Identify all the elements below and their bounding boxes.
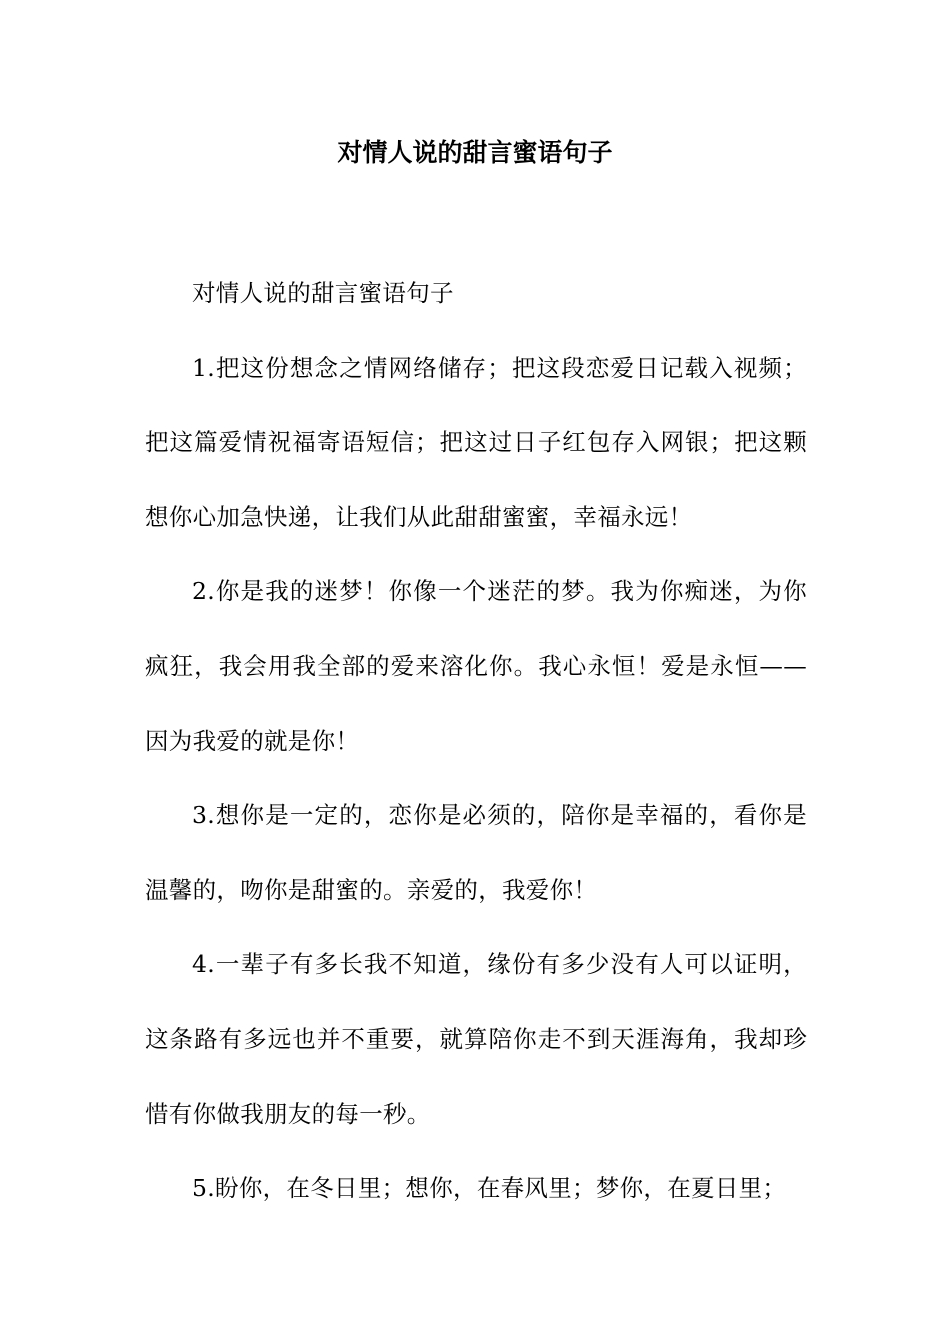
paragraph-item-1: 1.把这份想念之情网络储存；把这段恋爱日记载入视频；把这篇爱情祝福寄语短信；把这过日子红包存入网银；把这颗想你心加急快递，让我们从此甜甜蜜蜜，幸福永远！ bbox=[145, 353, 807, 531]
paragraph-item-3: 3.想你是一定的，恋你是必须的，陪你是幸福的，看你是温馨的，吻你是甜蜜的。亲爱的，我爱你！ bbox=[145, 801, 807, 904]
paragraph-item-2: 2.你是我的迷梦！你像一个迷茫的梦。我为你痴迷，为你疯狂，我会用我全部的爱来溶化你。我心永恒！爱是永恒——因为我爱的就是你！ bbox=[145, 577, 807, 755]
paragraph-subtitle: 对情人说的甜言蜜语句子 bbox=[192, 279, 454, 307]
paragraph-item-5: 5.盼你，在冬日里；想你，在春风里；梦你，在夏日里； bbox=[192, 1174, 787, 1203]
document-title: 对情人说的甜言蜜语句子 bbox=[337, 138, 613, 167]
paragraph-item-4: 4.一辈子有多长我不知道，缘份有多少没有人可以证明，这条路有多远也并不重要，就算陪你走不到天涯海角，我却珍惜有你做我朋友的每一秒。 bbox=[145, 950, 807, 1128]
document-body bbox=[145, 256, 807, 1226]
